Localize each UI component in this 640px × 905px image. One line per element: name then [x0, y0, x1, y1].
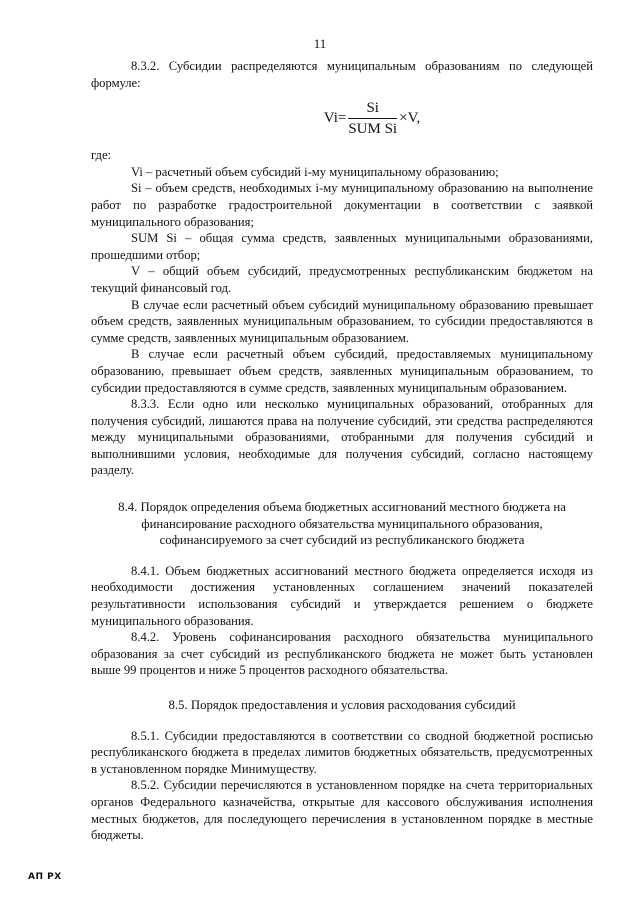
formula-fraction	[348, 99, 397, 138]
definition-vi: Vi – расчетный объем субсидий i-му муниципальному образованию;	[131, 164, 499, 179]
formula-denominator: SUM Si	[348, 120, 398, 137]
paragraph-8-5-1: 8.5.1. Субсидии предоставляются в соответствии со сводной бюджетной росписью республиканского бюджета в пределах лимитов бюджетных обязательств, предусмотренных в установленном порядке Минимуществу.	[91, 728, 593, 776]
definition-sum-si: SUM Si – общая сумма средств, заявленных муниципальными образованиями, прошедшими отбор;	[91, 231, 593, 262]
paragraph-case-2: В случае если расчетный объем субсидий, предоставляемых муниципальному образованию, превышает объем средств, заявленных муниципальным образованием, то субсидии предоставляются в сумме средств, заявленных муниципальным образованием.	[91, 347, 593, 395]
subsidy-formula	[151, 95, 593, 141]
paragraph-8-3-3: 8.3.3. Если одно или несколько муниципальных образований, отобранных для получения субсидий, лишаются права на получение субсидий, эти средства распределяются между муниципальными образованиями, отобранными для получения субсидий и выполнившими условия, необходимые для получения субсидий, согласно настоящему разделу.	[91, 397, 593, 478]
paragraph-8-4-2: 8.4.2. Уровень софинансирования расходного обязательства муниципального образования за счет субсидий из республиканского бюджета не может быть установлен выше 99 процентов и ниже 5 процентов расходного обязательства.	[91, 630, 593, 678]
formula-lhs: Vi=	[323, 109, 347, 126]
paragraph-case-1: В случае если расчетный объем субсидий муниципальному образованию превышает объем средств, заявленных муниципальным образованием, то субсидии предоставляются в сумме средств, заявленных муниципальным образованием.	[91, 297, 593, 345]
section-heading-8-4: 8.4. Порядок определения объема бюджетных ассигнований местного бюджета на финансирование расходного обязательства муниципального образования, софинансируемого за счет субсидий из республиканского бюджета	[118, 500, 566, 548]
document-body	[91, 58, 593, 844]
page-number: 11	[313, 36, 327, 51]
where-label: где:	[91, 148, 112, 163]
paragraph-8-4-1: 8.4.1. Объем бюджетных ассигнований местного бюджета определяется исходя из необходимости достижения установленных соглашением значений показателей результативности использования субсидий и утверждается решением о бюджете муниципального образования.	[91, 563, 593, 628]
footer-stamp: АП РХ	[28, 872, 62, 882]
paragraph-8-5-2: 8.5.2. Субсидии перечисляются в установленном порядке на счета территориальных органов Федерального казначейства, открытые для кассового обслуживания исполнения местных бюджетов, для последующего перечисления в установленном порядке в местные бюджеты.	[91, 778, 593, 843]
definition-si: Si – объем средств, необходимых i-му муниципальному образованию на выполнение работ по разработке градостроительной документации в соответствии с заявкой муниципального образования;	[91, 181, 593, 229]
section-heading-8-5: 8.5. Порядок предоставления и условия расходования субсидий	[168, 698, 516, 712]
paragraph-8-3-2: 8.3.2. Субсидии распределяются муниципальным образованиям по следующей формуле:	[91, 59, 593, 90]
formula-numerator: Si	[348, 99, 397, 119]
definition-v: V – общий объем субсидий, предусмотренных республиканским бюджетом на текущий финансовый год.	[91, 264, 593, 295]
formula-rhs: ×V,	[399, 109, 421, 126]
